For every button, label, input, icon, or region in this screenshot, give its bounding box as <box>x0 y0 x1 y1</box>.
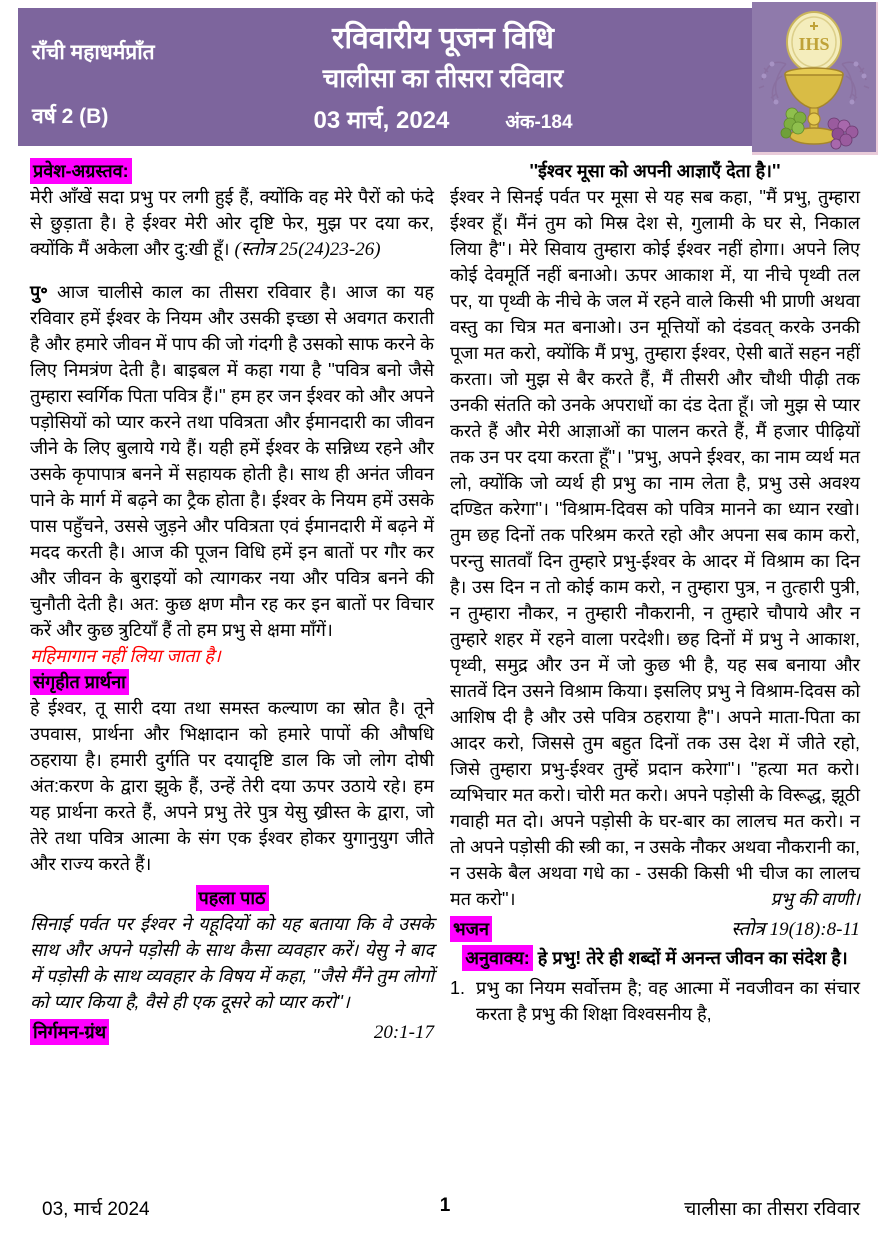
reading-book-name: निर्गमन-ग्रंथ <box>30 1019 109 1045</box>
verse-number: 1. <box>450 978 466 998</box>
reading-verse-reference: 20:1-17 <box>373 1022 434 1043</box>
verse-text: प्रभु का नियम सर्वोत्तम है; वह आत्मा में नवजीवन का संचार करता है प्रभु की शिक्षा विश्वसनीय है, <box>476 978 860 1024</box>
first-reading-book-row <box>30 1019 434 1046</box>
psalm-row <box>450 916 860 943</box>
priest-introduction-paragraph <box>30 279 434 643</box>
ihs-monogram: IHS <box>798 34 830 54</box>
liturgical-year: वर्ष 2 (B) <box>32 105 109 128</box>
left-column <box>30 158 434 1046</box>
diocese-name: राँची महाधर्मप्राँत <box>32 41 155 64</box>
priest-marker: पु॰ <box>30 282 48 302</box>
section-heading-highlight: संगृहीत प्रार्थना <box>30 669 129 695</box>
chalice-logo-box <box>752 2 878 155</box>
date-issue-row <box>208 103 678 136</box>
two-column-body <box>30 158 860 1046</box>
host-icon <box>787 12 841 72</box>
collect-prayer-paragraph: हे ईश्वर, तू सारी दया तथा समस्त कल्याण का स्रोत है। तूने उपवास, प्रार्थना और भिक्षादान को हमारे पापों की औषधि ठहराया है। हमारी दुर्गति पर दयादृष्टि डाल कि जो लोग दोषी अंत:करण के द्वारा झुके हैं, उन्हें तेरी दया ऊपर उठाये रहे। हम यह प्रार्थना करते हैं, अपने प्रभु तेरे पुत्र येसु ख्रीस्त के द्वारा, जो तेरे तथा पवित्र आत्मा के संग एक ईश्वर होकर युगानुयुग जीते और राज्य करते हैं। <box>30 698 434 874</box>
psalm-reference: स्तोत्र 19(18):8-11 <box>731 919 860 940</box>
first-reading-text: ईश्वर ने सिनई पर्वत पर मूसा से यह सब कहा, ''मैं प्रभु, तुम्हारा ईश्वर हूँ। मैंनं तुम को मिस्र देश से, गुलामी के घर से, निकाल लिया है''। मेरे सिवाय तुम्हारा कोई ईश्वर नहीं होगा। अपने लिए कोई देवमूर्ति नहीं बनाओ। ऊपर आकाश में, या नीचे पृथ्वी तल पर, या पृथ्वी के नीचे के जल में रहने वाले किसी भी प्राणी अथवा वस्तु का चित्र मत बनाओ। उन मूत्तियों को दंडवत् करके उनकी पूजा मत करो, क्योंकि मैं प्रभु, तुम्हारा ईश्वर, ऐसी बातें सहन नहीं करता। जो मुझ से बैर करते हैं, मैं तीसरी और चौथी पीढ़ी तक उनकी संतति को उनके अपराधों का दंड देता हूँ। जो मुझ से प्यार करते हैं और मेरी आज्ञाओं का पालन करते हैं, मैं हजार पीढ़ियों तक उन पर दया करता हूँ''। ''प्रभु, अपने ईश्वर, का नाम व्यर्थ मत लो, क्योंकि जो व्यर्थ ही प्रभु का नाम लेता है, प्रभु उसे अवश्य दण्डित करेगा''। ''विश्राम-दिवस को पवित्र मानने का ध्यान रखो। तुम छह दिनों तक परिश्रम करते रहो और अपना सब काम करो, परन्तु सातवाँ दिन तुम्हारे प्रभु-ईश्वर के आदर में विश्राम का दिन है। उस दिन न तो कोई काम करो, न तुम्हारा पुत्र, न तुत्हारी पुत्री, न तुम्हारा नौकर, न तुम्हारी नौकरानी, न तुम्हारे चौपाये और न तुम्हारे शहर में रहने वाला परदेशी। छह दिनों में प्रभु ने आकाश, पृथ्वी, समुद्र और उन में जो कुछ भी है, यह सब बनाया और सातवें दिन उसने विश्राम किया। इसलिए प्रभु ने विश्राम-दिवस को आशिष दी है और उसे पवित्र ठहराया है''। अपने माता-पिता का आदर करो, जिससे तुम बहुत दिनों तक उस देश में जीते रहो, जिसे तुम्हारा प्रभु-ईश्वर तुम्हें प्रदान करेगा''। ''हत्या मत करो। व्यभिचार मत करो। चोरी मत करो। अपने पड़ोसी के विरूद्ध, झूठी गवाही मत दो। अपने पड़ोसी के घर-बार का लालच मत करो। न तो अपने पड़ोसी की स्त्री का, न उसके नौकर अथवा नौकरानी का, न उसके बैल अथवा गधे का - उसकी किसी भी चीज का लालच मत करो''। <box>450 187 860 909</box>
first-reading-body <box>450 184 860 912</box>
psalm-heading: भजन <box>450 916 492 942</box>
footer-page-number: 1 <box>439 1195 451 1216</box>
page-footer <box>30 1195 860 1221</box>
responsorial-antiphon <box>450 945 860 971</box>
bulletin-title: रविवारीय पूजन विधि <box>332 22 554 55</box>
entrance-antiphon-reference: (स्तोत्र 25(24)23-26) <box>234 239 381 260</box>
issue-date: 03 मार्च, 2024 <box>313 107 450 135</box>
purple-grapes-icon <box>828 118 858 149</box>
antiphon-text: हे प्रभु! तेरे ही शब्दों में अनन्त जीवन का संदेश है। <box>537 948 848 968</box>
right-column <box>450 158 860 1046</box>
section-heading-highlight: पहला पाठ <box>196 885 269 911</box>
entrance-antiphon-heading <box>30 158 434 184</box>
entrance-antiphon-paragraph <box>30 184 434 263</box>
masthead-center-block <box>208 20 678 136</box>
chalice-host-icon <box>752 2 876 152</box>
psalm-verse-item <box>450 975 860 1027</box>
issue-number: अंक-184 <box>505 112 573 134</box>
first-reading-heading <box>30 885 434 911</box>
collect-heading <box>30 669 434 695</box>
priest-introduction-text: आज चालीसे काल का तीसरा रविवार है। आज का यह रविवार हमें ईश्वर के नियम और उसकी इच्छा से अवगत कराती है और हमारे जीवन में पाप की जो गंदगी है उसको साफ करने के लिए निमत्रंण देती है। बाइबल में कहा गया है ''पवित्र बनो जैसे तुम्हारा स्वर्गिक पिता पवित्र हैं।'' हम हर जन ईश्वर को और अपने पड़ोसियों को प्यार करने तथा पवित्रता और ईमानदारी का जीवन जीने के लिए बुलाये गये हैं। यही हमें ईश्वर के सन्निध्य रहने और उसके कृपापात्र बनने में सहायक होती है। साथ ही अनंत जीवन पाने के मार्ग में बढ़ने का ट्रैक होता है। ईश्वर के नियम हमें उसके पास पहुँचने, उससे जुड़ने और पवित्रता एवं ईमानदारी में बढ़ने में मदद करती है। आज की पूजन विधि हमें इन बातों पर गौर कर और जीवन के बुराइयों को त्यागकर नया और पवित्र बनने की चुनौती देती है। अत: कुछ क्षण मौन रह कर इन बातों पर विचार करें और कुछ त्रुटियाँ हैं तो हम प्रभु से क्षमा माँगें। <box>30 282 434 640</box>
sunday-name: चालीसा का तीसरा रविवार <box>322 62 564 93</box>
masthead-banner <box>18 8 862 146</box>
reading-title: ''ईश्वर मूसा को अपनी आज्ञाएँ देता है।'' <box>529 161 781 181</box>
footer-edition-title: चालीसा का तीसरा रविवार <box>684 1199 860 1220</box>
first-reading-introduction: सिनाई पर्वत पर ईश्वर ने यहूदियों को यह बताया कि वे उसके साथ और अपने पड़ोसी के साथ कैसा व्यवहार करें। येसु ने बाद में पड़ोसी के साथ व्यवहार के विषय में कहा, ''जैसे मैंने तुम लोगों को प्यार किया है, वैसे ही एक दूसरे को प्यार करो''। <box>30 914 434 1012</box>
masthead-left-block <box>32 8 155 146</box>
antiphon-label: अनुवाक्य: <box>462 945 532 971</box>
word-of-the-lord: प्रभु की वाणी। <box>770 889 860 909</box>
footer-date: 03, मार्च 2024 <box>42 1199 150 1220</box>
entrance-antiphon-text: मेरी आँखें सदा प्रभु पर लगी हुई हैं, क्योंकि वह मेरे पैरों को फंदे से छुड़ाता है। हे ईश्वर मेरी ओर दृष्टि फेर, मुझ पर दया कर, क्योंकि मैं अकेला और दु:खी हूँ। <box>30 187 434 259</box>
section-heading-highlight: प्रवेश-अग्रस्तव: <box>30 158 132 184</box>
gloria-rubric-note: महिमागान नहीं लिया जाता है। <box>30 646 221 666</box>
